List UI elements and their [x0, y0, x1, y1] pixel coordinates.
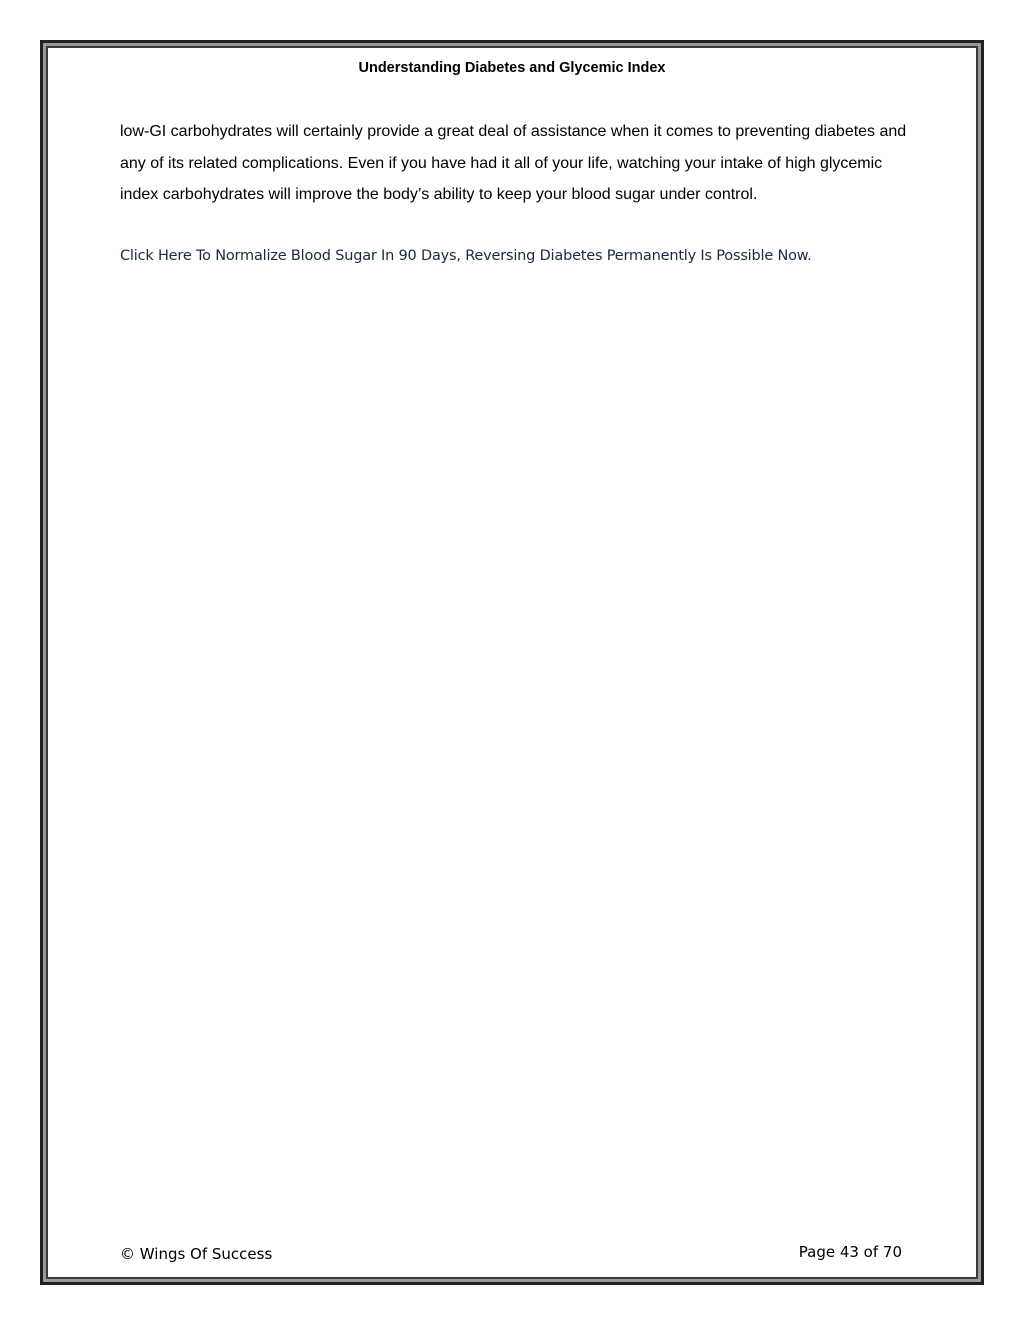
page-header-title: Understanding Diabetes and Glycemic Index	[358, 60, 666, 76]
normalize-blood-sugar-link[interactable]: Click Here To Normalize Blood Sugar In 90 Days, Reversing Diabetes Permanently Is Possible Now.	[120, 248, 812, 264]
body-paragraph: low-GI carbohydrates will certainly provide a great deal of assistance when it comes to preventing diabetes and any of its related complications. Even if you have had it all of your life, watching your intake of high glycemic index carbohydrates will improve the body’s ability to keep your blood sugar under control.	[120, 123, 907, 203]
page-border	[40, 40, 984, 1285]
footer-copyright: © Wings Of Success	[120, 1245, 273, 1263]
footer-page-number: Page 43 of 70	[798, 1243, 902, 1261]
